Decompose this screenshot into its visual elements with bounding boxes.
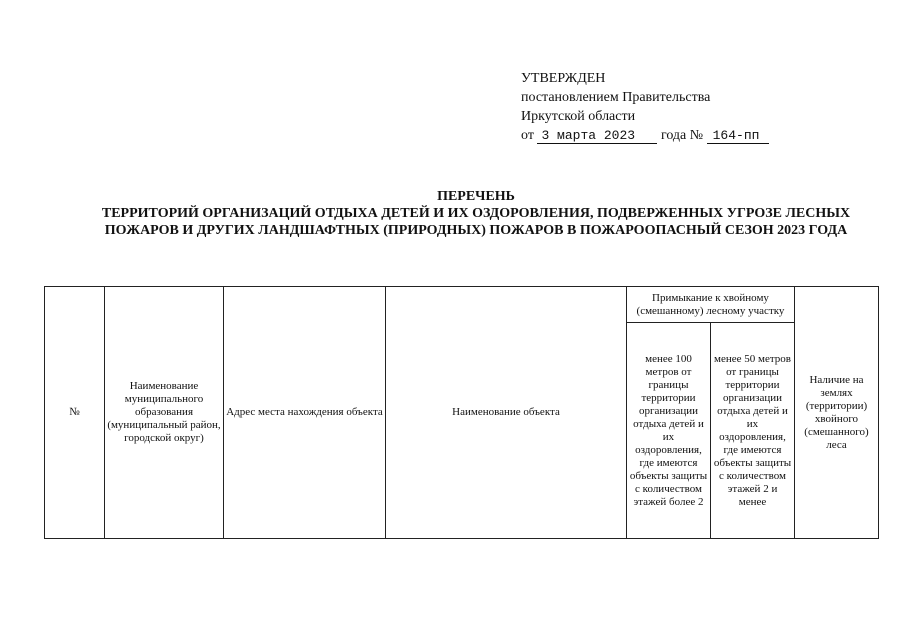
approval-line-approved: УТВЕРЖДЕН bbox=[521, 71, 606, 86]
approval-date-field: 3 марта 2023 bbox=[537, 128, 657, 144]
title-heading: ПЕРЕЧЕНЬ bbox=[437, 189, 515, 204]
header-forest-presence: Наличие на землях (территории) хвойного (смешанного) леса bbox=[795, 287, 879, 539]
approval-line-resolution: постановлением Правительства bbox=[521, 90, 711, 105]
header-less-50m: менее 50 метров от границы территории организации отдыха детей и их оздоровления, где имеются объекты защиты с количеством этажей 2 и менее bbox=[711, 323, 795, 539]
resolution-number-field: 164-пп bbox=[707, 128, 769, 144]
approval-date-line bbox=[521, 126, 769, 145]
header-less-100m: менее 100 метров от границы территории организации отдыха детей и их оздоровления, где имеются объекты защиты с количеством этажей более 2 bbox=[627, 323, 711, 539]
header-object-name: Наименование объекта bbox=[386, 287, 627, 539]
title-subtitle: ТЕРРИТОРИЙ ОРГАНИЗАЦИЙ ОТДЫХА ДЕТЕЙ И ИХ ОЗДОРОВЛЕНИЯ, ПОДВЕРЖЕННЫХ УГРОЗЕ ЛЕСНЫХ ПОЖАРОВ И ДРУГИХ ЛАНДШАФТНЫХ (ПРИРОДНЫХ) ПОЖАРОВ В ПОЖАРООПАСНЫЙ СЕЗОН 2023 ГОДА bbox=[101, 206, 851, 238]
header-adjacency-group: Примыкание к хвойному (смешанному) лесному участку bbox=[627, 287, 795, 323]
header-municipality: Наименование муниципального образования (муниципальный район, городской округ) bbox=[105, 287, 224, 539]
header-address: Адрес места нахождения объекта bbox=[224, 287, 386, 539]
year-number-label: года № bbox=[660, 128, 704, 143]
document-title bbox=[40, 188, 904, 239]
approval-line-region: Иркутской области bbox=[521, 109, 636, 124]
fire-risk-table bbox=[44, 286, 879, 539]
header-number: № bbox=[45, 287, 105, 539]
approval-block bbox=[521, 69, 769, 145]
date-prefix: от bbox=[521, 128, 534, 143]
